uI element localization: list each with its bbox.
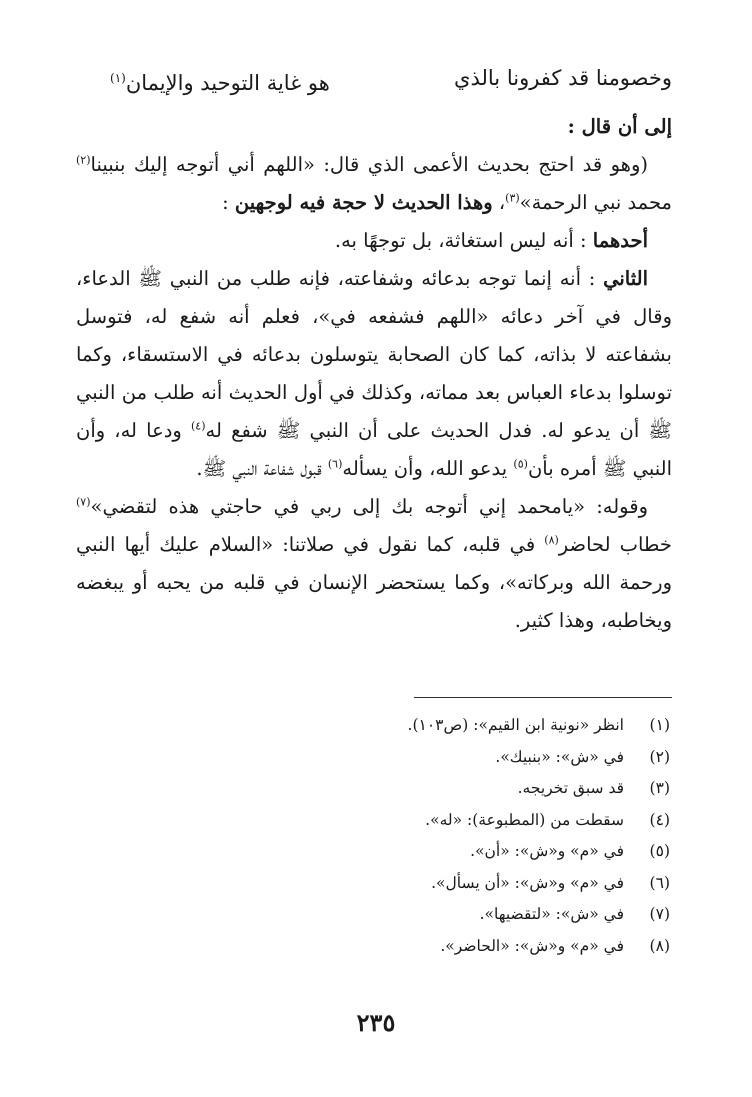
footnote-number: (٨) — [649, 936, 670, 955]
p4-text-b: خطاب لحاضر — [558, 533, 672, 556]
footnote-ref-3: (٣) — [505, 191, 520, 205]
footnote-item — [114, 868, 674, 900]
poem-hemistich-second — [110, 60, 330, 101]
footnote-text: سقطت من (المطبوعة): «له». — [425, 810, 624, 829]
footnote-text: انظر «نونية ابن القيم»: (ص١٠٣). — [407, 716, 624, 734]
poem-hemistich-first: وخصومنا قد كفرونا بالذي — [454, 66, 672, 90]
footnote-ref-6: (٦) — [327, 457, 343, 471]
poem-hemistich-second-text: هو غاية التوحيد والإيمان — [125, 71, 330, 95]
footnote-number: (١) — [649, 716, 670, 734]
footnote-number: (٢) — [649, 747, 670, 766]
paragraph-2 — [76, 222, 672, 260]
p1-text-b: محمد نبي الرحمة» — [519, 191, 672, 214]
p1-text-c: ، — [492, 191, 506, 214]
footnote-item — [114, 836, 674, 868]
footnote-number: (٧) — [649, 905, 670, 923]
footnote-separator — [414, 697, 672, 698]
p3-text-c: يدعو الله، وأن يسأله — [342, 457, 514, 480]
p3-text-a: : أنه إنما توجه بدعائه وشفاعته، فإنه طلب من النبي ﷺ الدعاء، وقال في آخر دعائه «اللهم فشفعه في»، فعلم أنه شفع له، فتوسل بشفاعته لا بذاته، كما كان الصحابة يتوسلون بدعائه في الاستسقاء، وكما توسلوا بدعاء العباس بعد مماته، وكذلك في أول الحديث أنه طلب من النبي ﷺ أن يدعو له. فدل الحديث على أن النبي ﷺ شفع له — [76, 267, 672, 442]
p4-text-a: وقوله: «يامحمد إني أتوجه بك إلى ربي في حاجتي هذه لتقضي» — [90, 495, 648, 518]
footnote-item — [114, 710, 674, 742]
footnote-ref-7: (٧) — [76, 495, 91, 509]
footnote-item — [114, 773, 674, 805]
p1-text-a: (وهو قد احتج بحديث الأعمى الذي قال: «اللهم أني أتوجه إليك بنبينا — [90, 153, 648, 176]
footnote-text: في «م» و«ش»: «الحاضر». — [440, 936, 624, 955]
footnote-number: (٤) — [649, 810, 670, 829]
page-number: ٢٣٥ — [356, 1008, 396, 1037]
paragraph-1 — [76, 146, 672, 222]
footnote-ref-5: (٥) — [513, 457, 528, 471]
footnote-number: (٣) — [649, 779, 670, 797]
paragraph-3 — [76, 260, 672, 488]
footnote-number: (٦) — [649, 873, 670, 892]
section-heading — [76, 108, 672, 146]
footnote-ref-8: (٨) — [544, 533, 559, 547]
footnote-ref-4: (٤) — [191, 419, 206, 433]
poem-verse — [110, 60, 672, 96]
p3-text-d: قبول شفاعة النبي ﷺ. — [196, 457, 328, 480]
footnote-text: في «ش»: «بنبيك». — [495, 747, 624, 766]
main-text — [76, 108, 672, 640]
footnote-text: في «م» و«ش»: «أن يسأل». — [431, 873, 624, 892]
footnote-text: قد سبق تخريجه. — [517, 779, 624, 797]
paragraph-4 — [76, 488, 672, 640]
p3-text-b: ودعا له، وأن النبي ﷺ أمره بأن — [76, 419, 672, 480]
footnotes-list — [114, 710, 674, 962]
footnote-item — [114, 899, 674, 931]
p2-bold-label: أحدهما — [592, 229, 648, 252]
heading-text: إلى أن قال : — [567, 115, 672, 138]
footnote-number: (٥) — [649, 842, 670, 860]
footnote-text: في «ش»: «لتقضيها». — [479, 905, 624, 923]
footnote-text: في «م» و«ش»: «أن». — [470, 842, 624, 860]
p1-bold-text: وهذا الحديث لا حجة فيه لوجهين — [234, 191, 493, 214]
footnote-ref-1: (١) — [110, 71, 126, 85]
footnote-ref-2: (٢) — [76, 153, 91, 167]
p1-text-d: : — [222, 191, 235, 214]
footnote-item — [114, 805, 674, 837]
footnote-item — [114, 931, 674, 963]
p2-text: : أنه ليس استغاثة، بل توجهًا به. — [334, 229, 593, 252]
p4-text-c: في قلبه، كما نقول في صلاتنا: «السلام عليك أيها النبي ورحمة الله وبركاته»، وكما يستحضر الإنسان في قلبه من يحبه أو يبغضه ويخاطبه، وهذا كثير. — [76, 533, 672, 632]
footnote-item — [114, 742, 674, 774]
p3-bold-label: الثاني — [603, 267, 648, 290]
